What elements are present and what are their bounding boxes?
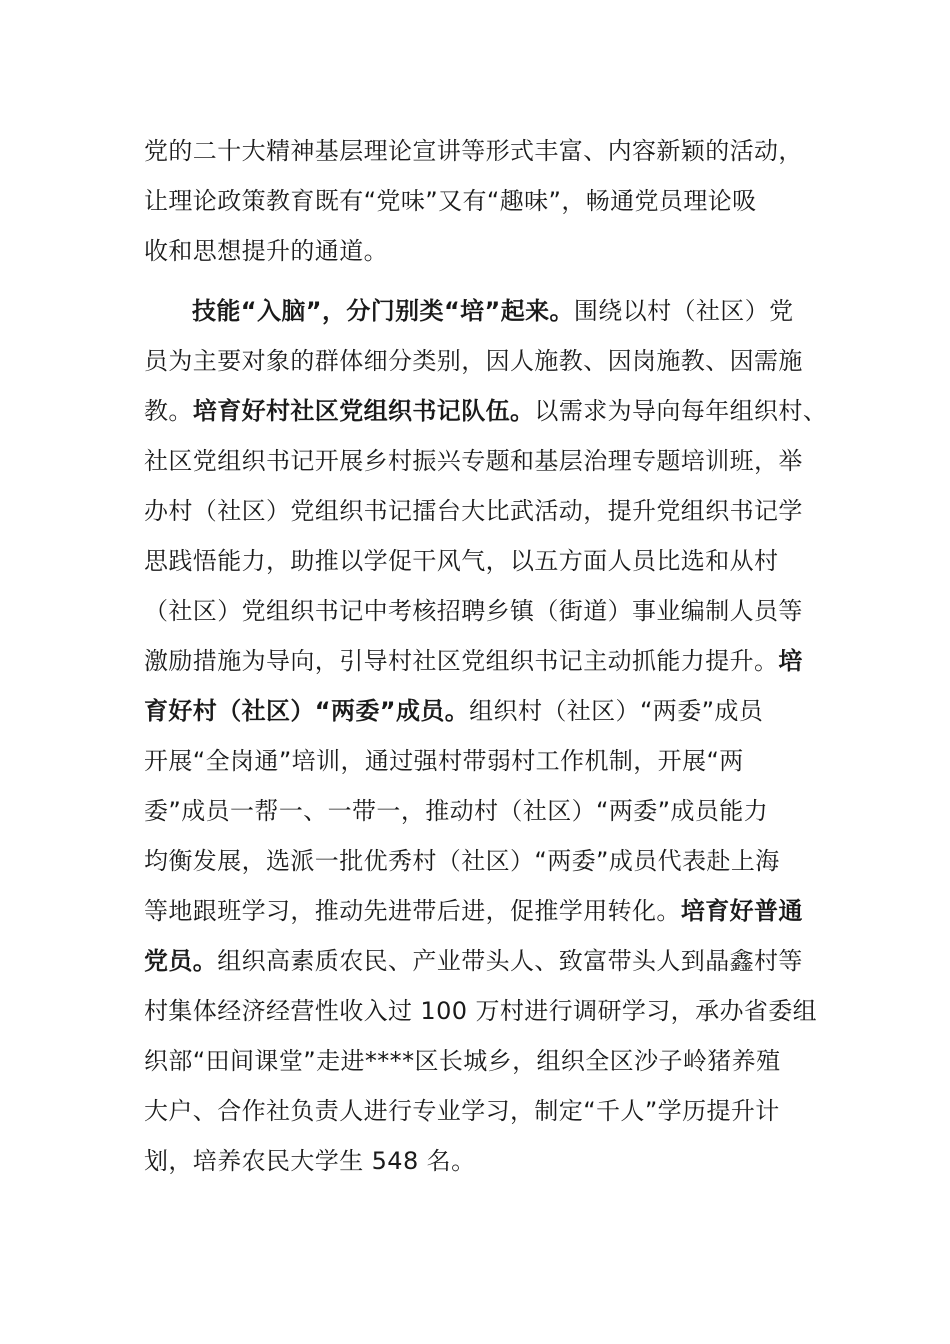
text-run: 教。 [144, 397, 193, 425]
text-line: 均衡发展，选派一批优秀村（社区）“两委”成员代表赴上海 [144, 847, 780, 875]
text-run: 组织村（社区）“两委”成员 [469, 697, 764, 725]
bold-heading: 党员。 [144, 947, 218, 975]
text-run: 激励措施为导向，引导村社区党组织书记主动抓能力提升。 [144, 647, 779, 675]
text-line: 大户、合作社负责人进行专业学习，制定“千人”学历提升计 [144, 1097, 780, 1125]
text-line [144, 286, 812, 336]
bold-heading: 培 [778, 647, 803, 675]
text-line [144, 636, 812, 686]
text-line: 委”成员一帮一、一带一，推动村（社区）“两委”成员能力 [144, 797, 769, 825]
bold-heading: 培育好村社区党组织书记队伍。 [192, 397, 535, 425]
text-line: （社区）党组织书记中考核招聘乡镇（街道）事业编制人员等 [144, 597, 803, 625]
text-line [144, 386, 828, 436]
text-run: 围绕以村（社区）党 [573, 297, 794, 325]
bold-heading: 培育好普通 [680, 897, 803, 925]
text-run: 等地跟班学习，推动先进带后进，促推学用转化。 [144, 897, 681, 925]
text-line: 划，培养农民大学生 548 名。 [144, 1147, 476, 1175]
text-line: 村集体经济经营性收入过 100 万村进行调研学习，承办省委组 [144, 997, 818, 1025]
text-line [144, 886, 812, 936]
text-line: 让理论政策教育既有“党味”又有“趣味”，畅通党员理论吸 [144, 187, 757, 215]
paragraph-1 [144, 126, 812, 276]
text-line: 员为主要对象的群体细分类别，因人施教、因岗施教、因需施 [144, 347, 803, 375]
text-line: 办村（社区）党组织书记擂台大比武活动，提升党组织书记学 [144, 497, 803, 525]
text-line: 思践悟能力，助推以学促干风气，以五方面人员比选和从村 [144, 547, 779, 575]
paragraph-2 [144, 286, 828, 1186]
bold-heading: 技能“入脑”，分门别类“培”起来。 [192, 297, 574, 325]
text-line: 党的二十大精神基层理论宣讲等形式丰富、内容新颖的活动， [144, 137, 803, 165]
text-run: 组织高素质农民、产业带头人、致富带头人到晶鑫村等 [217, 947, 803, 975]
text-line: 织部“田间课堂”走进****区长城乡，组织全区沙子岭猪养殖 [144, 1047, 781, 1075]
text-line: 开展“全岗通”培训，通过强村带弱村工作机制，开展“两 [144, 747, 744, 775]
text-run: 以需求为导向每年组织村、 [534, 397, 828, 425]
text-line [144, 686, 812, 736]
text-line [144, 936, 812, 986]
text-line: 收和思想提升的通道。 [144, 237, 388, 265]
text-line: 社区党组织书记开展乡村振兴专题和基层治理专题培训班，举 [144, 447, 803, 475]
bold-heading: 育好村（社区）“两委”成员。 [144, 697, 470, 725]
